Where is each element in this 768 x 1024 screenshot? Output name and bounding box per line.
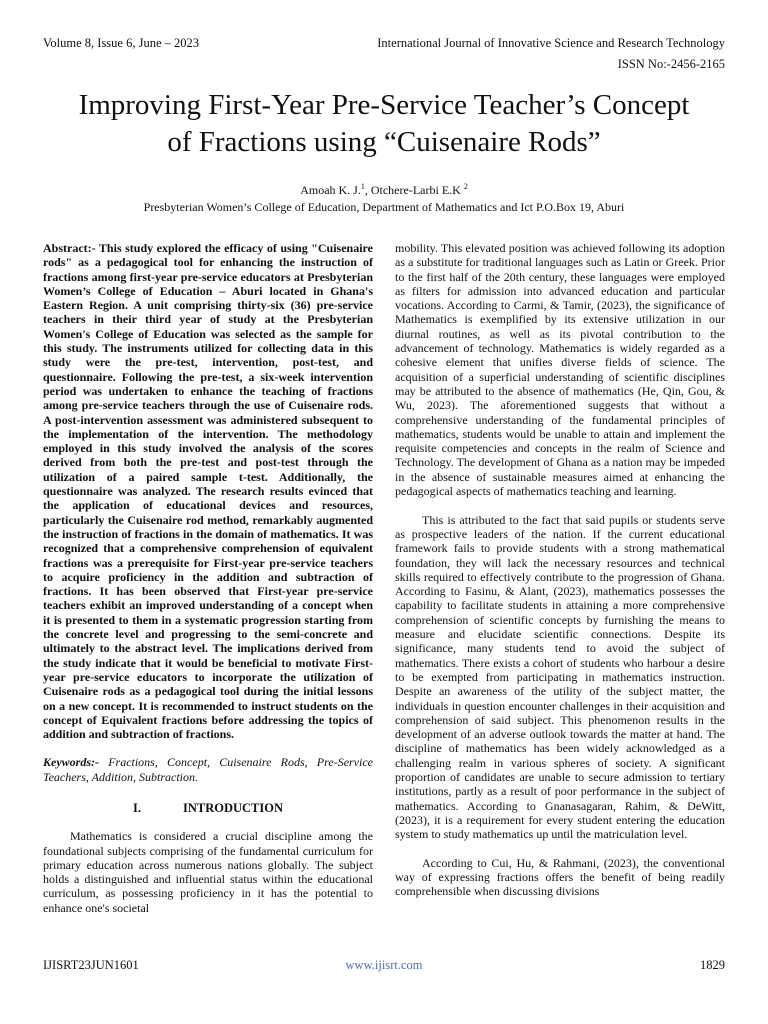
journal-name-text: International Journal of Innovative Science and Research Technology	[377, 36, 725, 50]
issn-row	[43, 57, 725, 72]
section-heading-introduction	[43, 801, 373, 815]
paper-title-line2: of Fractions using “Cuisenaire Rods”	[167, 126, 601, 158]
two-column-body	[43, 241, 725, 915]
page-header	[43, 36, 725, 51]
section-title: INTRODUCTION	[182, 800, 283, 815]
author-1-superscript: 1	[360, 182, 365, 191]
volume-issue-text: Volume 8, Issue 6, June – 2023	[43, 36, 200, 50]
authors-line	[43, 182, 725, 198]
section-number: I.	[132, 800, 141, 815]
author-1: Amoah K. J.	[300, 183, 361, 197]
introduction-paragraph: Mathematics is considered a crucial discipline among the foundational subjects comprising of the fundamental curriculum for primary education across numerous nations globally. The subject holds a distinguished and influential status within the educational curriculum, as possessing proficiency in it has the potential to enhance one's societal	[43, 829, 373, 915]
keywords-paragraph	[43, 755, 373, 784]
issn-text: ISSN No:-2456-2165	[617, 57, 725, 71]
body-paragraph-2: This is attributed to the fact that said pupils or students serve as prospective leaders of the nation. If the current educational framework fails to provide students with a strong mathematical foundation, they will lack the necessary resources and technical skills required to effectively contribute to the progression of Ghana. According to Fasinu, & Alant, (2023), mathematics possesses the capability to facilitate students in attaining a more comprehensive comprehension of scientific concepts by furnishing the means to measure and elucidate scientific connections. Despite its significance, many students tend to avoid the subject of mathematics. There exists a cohort of students who harbour a desire to be exempted from participating in mathematics instruction. Despite an awareness of the utility of the subject matter, the individuals in question encounter challenges in their acquisition and comprehension of said subject. This phenomenon results in the development of an adverse outlook towards the matter at hand. The discipline of mathematics has been widely acknowledged as a challenging realm in various spheres of society. A significant proportion of candidates are unable to secure admission to tertiary institutions, partly as a result of poor performance in the subject of mathematics. According to Gnanasagaran, Rahim, & DeWitt, (2023), it is a requirement for every student entering the education system to study mathematics up until the matriculation level.	[395, 512, 725, 842]
right-column	[395, 241, 725, 915]
abstract-paragraph: Abstract:- This study explored the efficacy of using "Cuisenaire rods" as a pedagogical tool for enhancing the instruction of fractions among first-year pre-service educators at Presbyterian Women’s College of Education – Aburi located in Ghana's Eastern Region. A unit comprising thirty-six (36) pre-service teachers in their third year of study at the Presbyterian Women's College of Education was selected as the sample for this study. The instruments utilized for collecting data in this study were the pre-test, intervention, post-test, and questionnaire. Following the pre-test, a six-week intervention period was undertaken to enhance the teaching of fractions among pre-service teachers through the use of Cuisenaire rods. A post-intervention assessment was administered subsequent to the implementation of the intervention. The methodology employed in this study involved the analysis of the scores derived from both the pre-test and post-test through the utilization of a paired sample t-test. Additionally, the questionnaire was analyzed. The research results evinced that the application of educational devices and resources, particularly the Cuisenaire rod method, remarkably augmented the instruction of fractions in the domain of mathematics. It was recognized that a comprehensive comprehension of equivalent fractions was a prerequisite for First-year pre-service teachers to acquire proficiency in the addition and subtraction of fractions. It has been observed that First-year pre-service teachers exhibit an improved understanding of a concept when it is presented to them in a systematic progression starting from the concrete level and progressing to the semi-concrete and ultimately to the abstract level. The implications derived from the study indicate that it would be beneficial to motivate First-year pre-service educators to incorporate the utilization of Cuisenaire rods as a pedagogical tool during the initial lessons on a new concept. It is recommended to instruct students on the concept of Equivalent fractions before addressing the topics of addition and subtraction of fractions.	[43, 241, 373, 742]
page-footer	[43, 958, 725, 973]
body-paragraph-1: mobility. This elevated position was achieved following its adoption as a substitute for traditional languages such as Latin or Greek. Prior to the first half of the 20th century, these languages were employed as filters for admission into advanced education and particular vocations. According to Carmi, & Tamir, (2023), the significance of Mathematics is exemplified by its extensive utilization in our diurnal routines, as well as its pivotal contribution to the advancement of technology. Mathematics is widely regarded as a cohesive element that unifies diverse fields of science. The acquisition of a superficial understanding of scientific disciplines may be attributed to the absence of mathematics (He, Qin, Gou, & Wu, 2023). The aforementioned suggests that without a comprehensive understanding of the fundamental principles of mathematics, students would be unable to attain and implement the requisite competencies and concepts in the realm of Science and Technology. The development of Ghana as a nation may be impeded in the absence of sustainable measures aimed at enhancing the pedagogical aspects of mathematics teaching and learning.	[395, 241, 725, 499]
paper-id-text: IJISRT23JUN1601	[43, 958, 139, 972]
page-number-text: 1829	[700, 958, 725, 972]
left-column	[43, 241, 373, 915]
paper-title	[43, 87, 725, 161]
keywords-label: Keywords:-	[43, 755, 99, 770]
author-2-superscript: 2	[463, 182, 468, 191]
journal-url-link[interactable]: www.ijisrt.com	[345, 958, 423, 972]
body-paragraph-3: According to Cui, Hu, & Rahmani, (2023), the conventional way of expressing fractions offers the benefit of being readily comprehensible when discussing divisions	[395, 855, 725, 899]
author-2: , Otchere-Larbi E.K	[364, 183, 464, 197]
paper-title-line1: Improving First-Year Pre-Service Teacher’s Concept	[78, 89, 690, 121]
keywords-text: Fractions, Concept, Cuisenaire Rods, Pre-Service Teachers, Addition, Subtraction.	[43, 755, 373, 784]
affiliation-line: Presbyterian Women’s College of Education, Department of Mathematics and Ict P.O.Box 19, Aburi	[143, 200, 625, 214]
